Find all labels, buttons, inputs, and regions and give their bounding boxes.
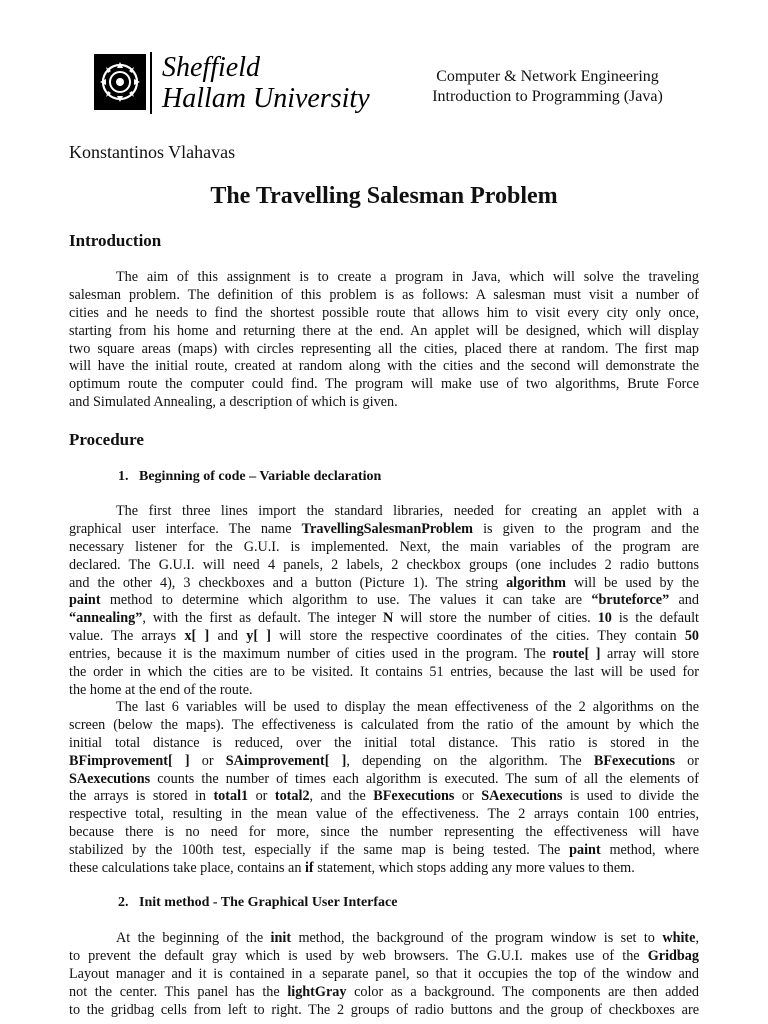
intro-paragraph <box>69 269 699 412</box>
text-line: to the gridbag cells from left to right. The 2 groups of radio buttons and the group of checkboxes are <box>69 1001 699 1018</box>
variables-paragraph <box>69 503 699 700</box>
logo-divider <box>150 52 152 114</box>
text-line: The first three lines import the standard libraries, needed for creating an applet with a <box>116 503 699 519</box>
author-name: Konstantinos Vlahavas <box>69 142 236 162</box>
university-name-line2: Hallam University <box>162 83 370 114</box>
text-line: initial total distance is reduced, over the initial total distance. This ratio is stored in the <box>69 734 699 751</box>
text-line: The last 6 variables will be used to display the mean effectiveness of the 2 algorithms on the <box>116 699 699 715</box>
text-line: the arrays is stored in total1 or total2, and the BFexecutions or SAexecutions is used to divide the <box>69 788 699 805</box>
heading-introduction: Introduction <box>69 231 162 250</box>
subsection-1-heading: 1. Beginning of code – Variable declaration <box>118 469 382 484</box>
heading-procedure: Procedure <box>69 430 144 449</box>
text-line: stabilized by the 100th test, especially if the same map is being tested. The paint method, where <box>69 842 699 859</box>
crest-icon <box>94 54 146 110</box>
text-line: respective total, resulting in the mean value of the effectiveness. The 2 arrays contain 100 entries, <box>69 806 699 823</box>
text-line: not the center. This panel has the lightGray color as a background. The components are then added <box>69 983 699 1000</box>
text-line: SAexecutions counts the number of times each algorithm is executed. The sum of all the elements of <box>69 770 699 787</box>
text-line: The aim of this assignment is to create a program in Java, which will solve the traveling <box>116 269 699 285</box>
text-line: entries, because it is the maximum number of cities used in the program. The route[ ] array will store <box>69 646 699 663</box>
document-title: The Travelling Salesman Problem <box>210 183 558 209</box>
text-line: declared. The G.U.I. will need 4 panels, 2 labels, 2 checkbox groups (one includes 2 radio buttons <box>69 556 699 573</box>
text-line: the home at the end of the route. <box>69 681 253 698</box>
text-line: starting from his home and returning there at the end. An applet will be designed, which will display <box>69 322 699 339</box>
text-line: value. The arrays x[ ] and y[ ] will store the respective coordinates of the cities. They contain 50 <box>69 628 700 645</box>
university-name-line1: Sheffield <box>162 52 260 83</box>
text-line: screen (below the maps). The effectiveness is calculated from the ratio of the amount by which the <box>69 716 699 733</box>
text-line: BFimprovement[ ] or SAimprovement[ ], depending on the algorithm. The BFexecutions or <box>69 752 700 769</box>
text-line: Layout manager and it is contained in a separate panel, so that it occupies the top of the window and <box>69 965 699 982</box>
text-line: graphical user interface. The name TravellingSalesmanProblem is given to the program and the <box>69 520 699 537</box>
init-paragraph <box>69 930 699 1019</box>
subsection-2-heading: 2. Init method - The Graphical User Interface <box>118 895 398 910</box>
text-line: salesman problem. The definition of this problem is as follows: A salesman must visit a number of <box>69 286 699 303</box>
text-line: and Simulated Annealing, a description of which is given. <box>69 394 398 411</box>
text-line: “annealing”, with the first as default. The integer N will store the number of cities. 10 is the default <box>69 610 699 627</box>
text-line: these calculations take place, contains an if statement, which stops adding any more values to them. <box>69 860 635 877</box>
text-line: will have the initial route, created at random along with the cities and the second will demonstrate the <box>69 358 699 375</box>
text-line: to prevent the default gray which is used by web browsers. The G.U.I. makes use of the Gridbag <box>69 947 699 964</box>
text-line: and the other 4), 3 checkboxes and a button (Picture 1). The string algorithm will be used by the <box>69 574 699 591</box>
text-line: two square areas (maps) with circles representing all the cities, placed there at random. The first map <box>69 340 699 357</box>
text-line: because there is no need for more, since the number representing the effectiveness will have <box>69 824 699 841</box>
course-line2: Introduction to Programming (Java) <box>432 88 663 105</box>
university-name <box>162 52 370 114</box>
effectiveness-paragraph <box>69 699 699 878</box>
university-logo <box>94 52 394 120</box>
text-line: necessary listener for the G.U.I. is implemented. Next, the main variables of the program are <box>69 538 699 555</box>
text-line: cities and he needs to find the shortest possible route that allows him to visit every city only once, <box>69 304 699 321</box>
course-line1: Computer & Network Engineering <box>436 68 659 85</box>
text-line: optimum route the computer could find. The program will make use of two algorithms, Brute Force <box>69 376 699 393</box>
text-line: At the beginning of the init method, the background of the program window is set to white, <box>116 930 699 946</box>
text-line: the order in which the cities are to be visited. It contains 51 entries, because the last will be used for <box>69 664 699 681</box>
course-info <box>410 67 685 107</box>
text-line: paint method to determine which algorithm to use. The values it can take are “bruteforce” and <box>69 592 699 609</box>
